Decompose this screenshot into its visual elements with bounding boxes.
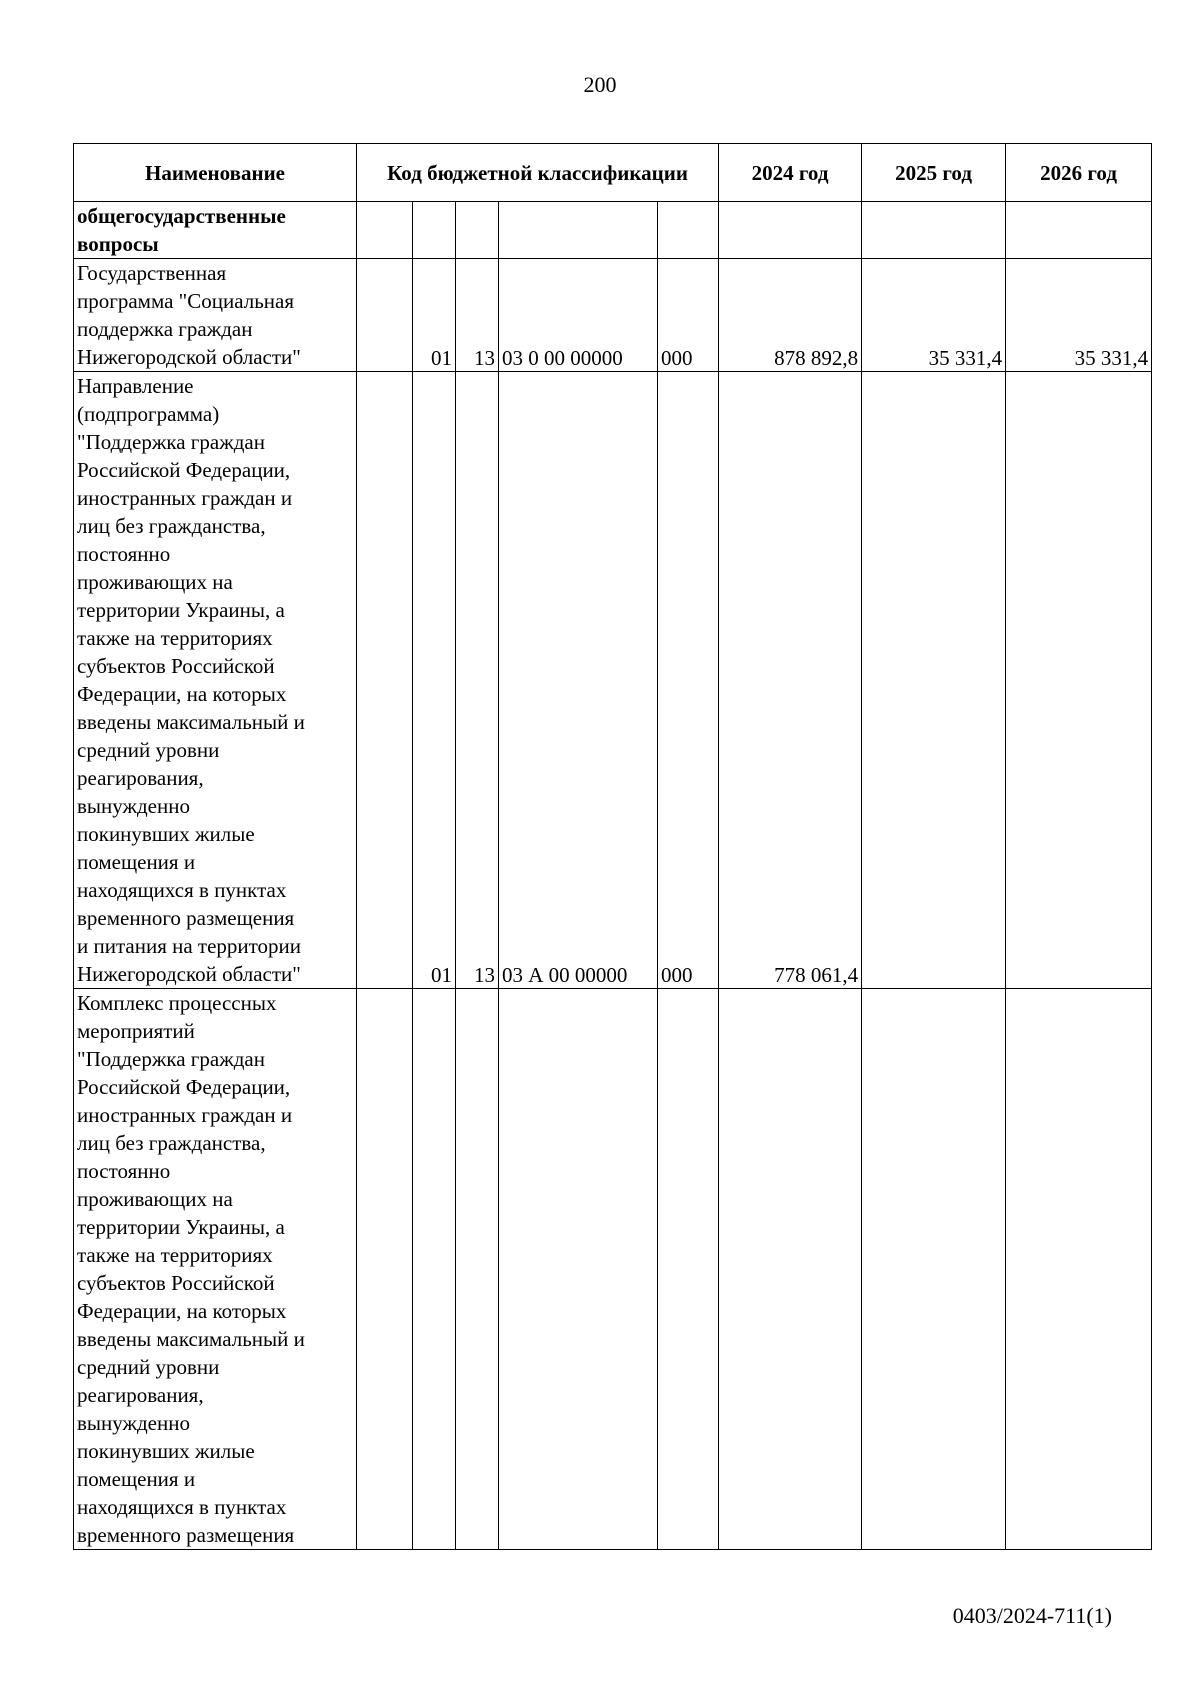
document-code: 0403/2024-711(1) [952,1603,1112,1628]
cell-section: 01 [413,259,456,372]
cell-2026 [1006,989,1152,1550]
cell-2025 [862,989,1006,1550]
budget-table [73,143,1152,1550]
table-row [74,989,1152,1550]
cell-2024: 778 061,4 [719,372,862,989]
table-row [74,372,1152,989]
cell-target-article [499,202,658,259]
cell-2024 [719,202,862,259]
cell-2024: 878 892,8 [719,259,862,372]
cell-name: Комплекс процессных мероприятий "Поддержка граждан Российской Федерации, иностранных граждан и лиц без гражданства, постоянно проживающих на территории Украины, а также на территориях субъектов Российской Федерации, на которых введены максимальный и средний уровни реагирования, вынужденно покинувших жилые помещения и находящихся в пунктах временного размещения [74,989,357,1550]
cell-2026 [1006,372,1152,989]
cell-code-1 [357,989,413,1550]
header-2026: 2026 год [1006,144,1152,202]
cell-subsection: 13 [456,372,499,989]
cell-expense-type [658,989,719,1550]
header-2024: 2024 год [719,144,862,202]
table-row [74,202,1152,259]
cell-subsection [456,202,499,259]
cell-expense-type: 000 [658,372,719,989]
cell-subsection: 13 [456,259,499,372]
cell-2026 [1006,202,1152,259]
header-2025: 2025 год [862,144,1006,202]
cell-subsection [456,989,499,1550]
cell-2025 [862,202,1006,259]
cell-section: 01 [413,372,456,989]
cell-2024 [719,989,862,1550]
cell-2026: 35 331,4 [1006,259,1152,372]
cell-code-1 [357,259,413,372]
cell-target-article [499,989,658,1550]
table-header-row [74,144,1152,202]
cell-code-1 [357,372,413,989]
cell-name: Государственная программа "Социальная поддержка граждан Нижегородской области" [74,259,357,372]
table-row [74,259,1152,372]
cell-code-1 [357,202,413,259]
header-name: Наименование [74,144,357,202]
cell-section [413,989,456,1550]
cell-2025: 35 331,4 [862,259,1006,372]
cell-name: Направление (подпрограмма) "Поддержка граждан Российской Федерации, иностранных граждан и лиц без гражданства, постоянно проживающих на территории Украины, а также на территориях субъектов Российской Федерации, на которых введены максимальный и средний уровни реагирования, вынужденно покинувших жилые помещения и находящихся в пунктах временного размещения и питания на территории Нижегородской области" [74,372,357,989]
cell-expense-type [658,202,719,259]
page-number: 200 [583,72,617,97]
cell-2025 [862,372,1006,989]
cell-target-article: 03 0 00 00000 [499,259,658,372]
cell-target-article: 03 А 00 00000 [499,372,658,989]
cell-name: общегосударственные вопросы [74,202,357,259]
cell-expense-type: 000 [658,259,719,372]
header-code: Код бюджетной классификации [357,144,719,202]
cell-section [413,202,456,259]
